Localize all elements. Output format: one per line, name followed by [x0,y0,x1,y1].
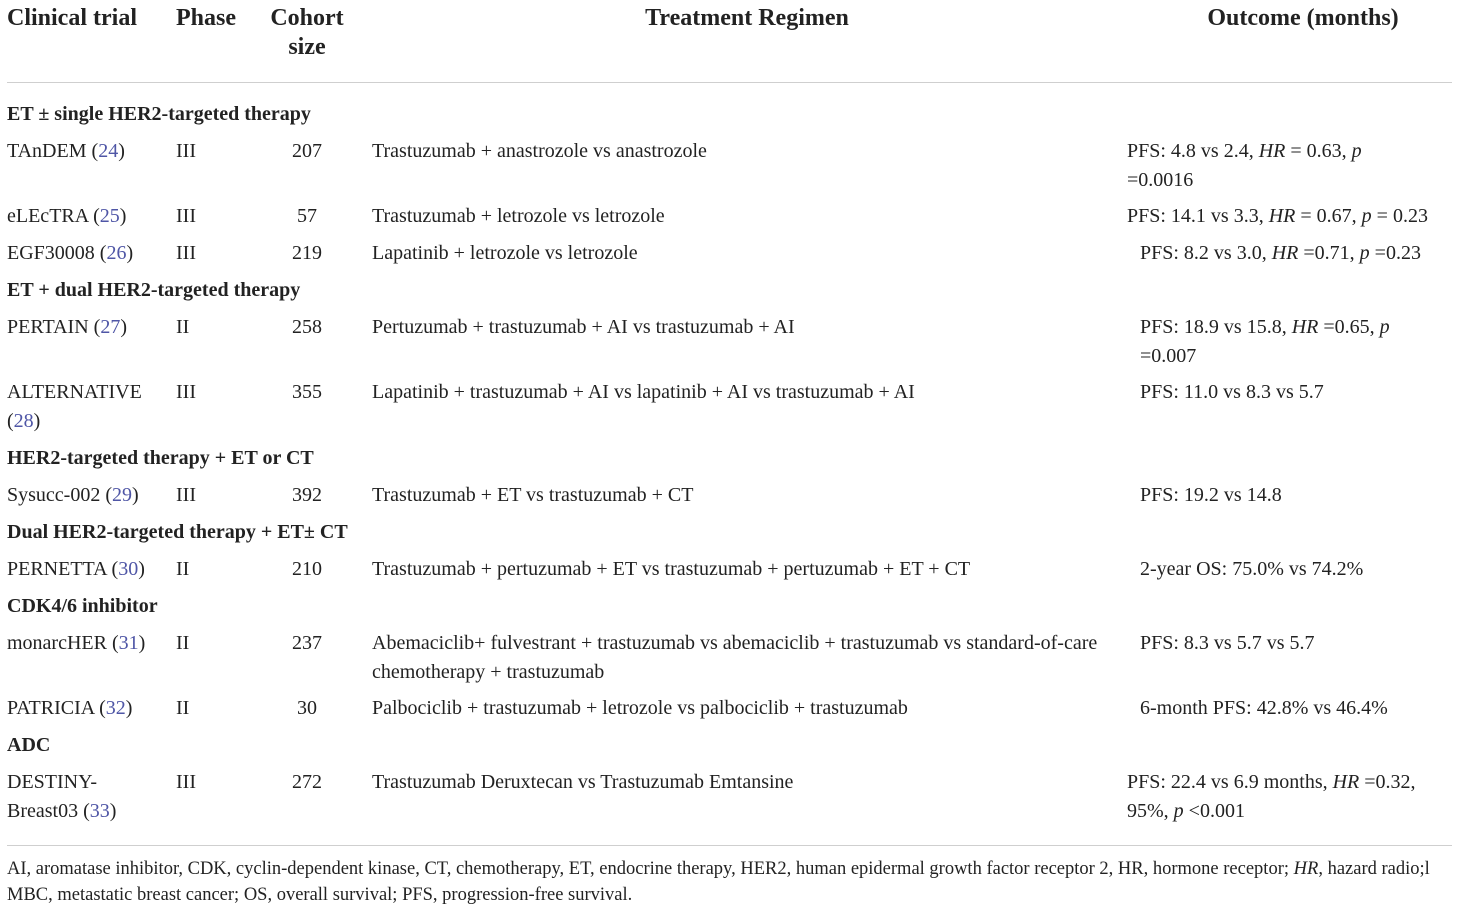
header-treatment-regimen: Treatment Regimen [645,5,849,31]
phase-value: III [176,484,196,506]
cohort-size-value: 237 [292,632,322,654]
reference-link[interactable]: 29 [112,484,132,506]
table-footnote: AI, aromatase inhibitor, CDK, cyclin-dependent kinase, CT, chemotherapy, ET, endocrine therapy, HER2, human epidermal growth factor receptor 2, HR, hormone receptor; HR, hazard radio;l MBC, metastatic breast cancer; OS, overall survival; PFS, progression-free survival. [7,859,1430,905]
phase-value: III [176,771,196,793]
reference-link[interactable]: 28 [13,409,34,432]
treatment-regimen: Trastuzumab Deruxtecan vs Trastuzumab Emtansine [372,771,794,793]
reference-link[interactable]: 30 [118,558,139,580]
footer-rule [7,845,1452,846]
header-outcome: Outcome (months) [1207,5,1399,31]
trial-name: DESTINY-Breast03 (33) [7,771,117,822]
reference-link[interactable]: 27 [100,316,121,338]
treatment-regimen: Palbociclib + trastuzumab + letrozole vs palbociclib + trastuzumab [372,697,908,719]
treatment-regimen: Lapatinib + letrozole vs letrozole [372,242,638,264]
cohort-size-value: 258 [292,316,322,338]
phase-value: II [176,558,190,580]
phase-value: II [176,697,190,719]
reference-link[interactable]: 25 [99,205,120,227]
trial-name: eLEcTRA (25) [7,205,127,227]
reference-link[interactable]: 26 [106,242,127,264]
trial-name: monarcHER (31) [7,632,146,654]
outcome-value: PFS: 11.0 vs 8.3 vs 5.7 [1140,381,1324,403]
outcome-value: PFS: 8.2 vs 3.0, HR =0.71, p =0.23 [1140,242,1421,264]
outcome-value: PFS: 19.2 vs 14.8 [1140,484,1282,506]
treatment-regimen: Lapatinib + trastuzumab + AI vs lapatinib + AI vs trastuzumab + AI [372,381,915,403]
header-rule [7,82,1452,83]
cohort-size-value: 30 [297,697,317,719]
trial-name: Sysucc-002 (29) [7,484,139,506]
treatment-regimen: Pertuzumab + trastuzumab + AI vs trastuzumab + AI [372,316,795,338]
outcome-value: PFS: 4.8 vs 2.4, HR = 0.63, p =0.0016 [1127,140,1362,191]
outcome-value: PFS: 18.9 vs 15.8, HR =0.65, p =0.007 [1140,316,1390,367]
reference-link[interactable]: 33 [89,799,110,822]
cohort-size-value: 207 [292,140,322,162]
trial-name: ALTERNATIVE (28) [7,381,142,432]
outcome-value: PFS: 8.3 vs 5.7 vs 5.7 [1140,632,1315,654]
section-her2-et-or-ct: HER2-targeted therapy + ET or CT [7,447,314,469]
treatment-regimen: Trastuzumab + pertuzumab + ET vs trastuzumab + pertuzumab + ET + CT [372,558,971,580]
reference-link[interactable]: 32 [105,697,126,719]
section-et-single-her2: ET ± single HER2-targeted therapy [7,103,311,125]
section-dual-her2-et-ct: Dual HER2-targeted therapy + ET± CT [7,521,348,543]
reference-link[interactable]: 24 [98,140,119,162]
cohort-size-value: 272 [292,771,322,793]
trial-name: EGF30008 (26) [7,242,134,264]
phase-value: III [176,381,196,403]
treatment-regimen: Trastuzumab + anastrozole vs anastrozole [372,140,707,162]
cohort-size-value: 57 [297,205,317,227]
outcome-value: PFS: 22.4 vs 6.9 months, HR =0.32, 95%, p <0.001 [1127,771,1416,822]
header-clinical-trial: Clinical trial [7,5,137,31]
trial-name: PERNETTA (30) [7,558,145,580]
outcome-value: 6-month PFS: 42.8% vs 46.4% [1140,697,1388,719]
reference-link[interactable]: 31 [118,632,139,654]
section-et-dual-her2: ET + dual HER2-targeted therapy [7,279,301,301]
treatment-regimen: Trastuzumab + ET vs trastuzumab + CT [372,484,694,506]
phase-value: II [176,316,190,338]
header-cohort-size: Cohort size [270,5,344,60]
section-adc: ADC [7,734,51,756]
trial-name: PERTAIN (27) [7,316,127,338]
header-phase: Phase [176,5,236,31]
cohort-size-value: 210 [292,558,322,580]
phase-value: III [176,242,196,264]
phase-value: III [176,205,196,227]
trial-name: TAnDEM (24) [7,140,125,162]
cohort-size-value: 392 [292,484,322,506]
outcome-value: PFS: 14.1 vs 3.3, HR = 0.67, p = 0.23 [1127,205,1428,227]
treatment-regimen: Trastuzumab + letrozole vs letrozole [372,205,665,227]
trial-name: PATRICIA (32) [7,697,133,719]
outcome-value: 2-year OS: 75.0% vs 74.2% [1140,558,1364,580]
cohort-size-value: 219 [292,242,322,264]
phase-value: III [176,140,196,162]
cohort-size-value: 355 [292,381,322,403]
section-cdk46-inhibitor: CDK4/6 inhibitor [7,595,158,617]
phase-value: II [176,632,190,654]
treatment-regimen: Abemaciclib+ fulvestrant + trastuzumab vs abemaciclib + trastuzumab vs standard-of-care chemotherapy + trastuzumab [372,632,1098,683]
